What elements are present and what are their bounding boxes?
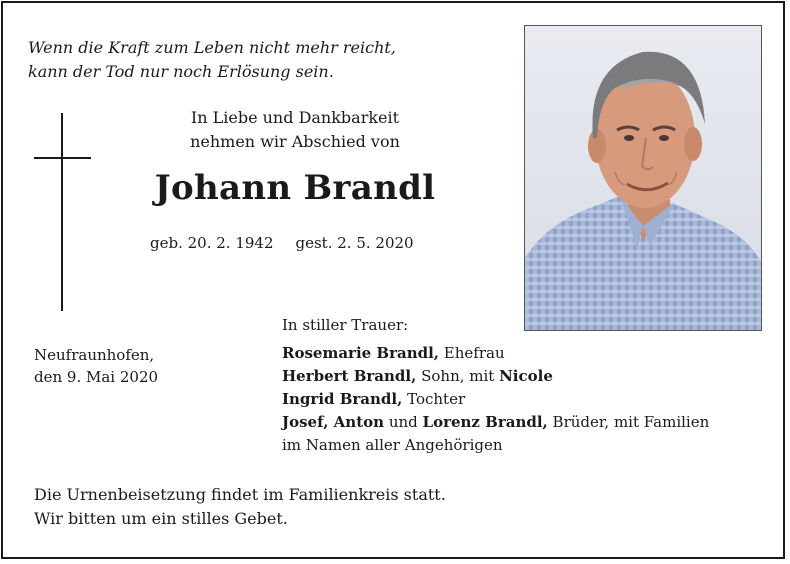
mourners-closing: im Namen aller Angehörigen — [282, 436, 503, 454]
birth-date: geb. 20. 2. 1942 — [150, 234, 274, 252]
motto-line-1: Wenn die Kraft zum Leben nicht mehr reicht, — [28, 38, 396, 57]
cross-icon — [61, 113, 63, 311]
footer-line-2: Wir bitten um ein stilles Gebet. — [34, 509, 288, 528]
motto — [28, 36, 396, 84]
mourner-name: Josef, Anton — [282, 413, 385, 431]
mourner-relation: Tochter — [402, 390, 466, 408]
footer-line-1: Die Urnenbeisetzung findet im Familienkreis statt. — [34, 485, 446, 504]
mourner-name-2: Lorenz Brandl, — [422, 413, 548, 431]
life-dates — [150, 232, 414, 254]
place-date — [34, 344, 158, 388]
cross-icon-bar — [34, 157, 91, 159]
place: Neufraunhofen, — [34, 346, 155, 364]
lead-line-2: nehmen wir Abschied von — [190, 132, 400, 151]
mourner-name: Rosemarie Brandl, — [282, 344, 440, 362]
mourner-relation: Ehefrau — [439, 344, 505, 362]
motto-line-2: kann der Tod nur noch Erlösung sein. — [28, 62, 334, 81]
mourner-row — [282, 365, 772, 388]
mourner-name: Herbert Brandl, — [282, 367, 417, 385]
mourner-conjunction: und — [384, 413, 423, 431]
mourner-row — [282, 342, 772, 365]
mourner-partner-name: Nicole — [499, 367, 553, 385]
deceased-name: Johann Brandl — [154, 168, 436, 208]
portrait-photo-image — [525, 26, 762, 331]
lead-line-1: In Liebe und Dankbarkeit — [190, 108, 400, 127]
mourner-name: Ingrid Brandl, — [282, 390, 403, 408]
mourners-heading: In stiller Trauer: — [282, 316, 409, 334]
notice-date: den 9. Mai 2020 — [34, 368, 159, 386]
mourner-relation: Sohn, mit — [416, 367, 500, 385]
footer-text — [34, 483, 446, 531]
portrait-photo — [524, 25, 762, 331]
mourner-relation: Brüder, mit Familien — [547, 413, 710, 431]
death-date: gest. 2. 5. 2020 — [295, 234, 414, 252]
lead-text — [150, 106, 440, 154]
mourner-row — [282, 411, 772, 434]
mourner-row — [282, 388, 772, 411]
mourners-list — [282, 342, 772, 457]
